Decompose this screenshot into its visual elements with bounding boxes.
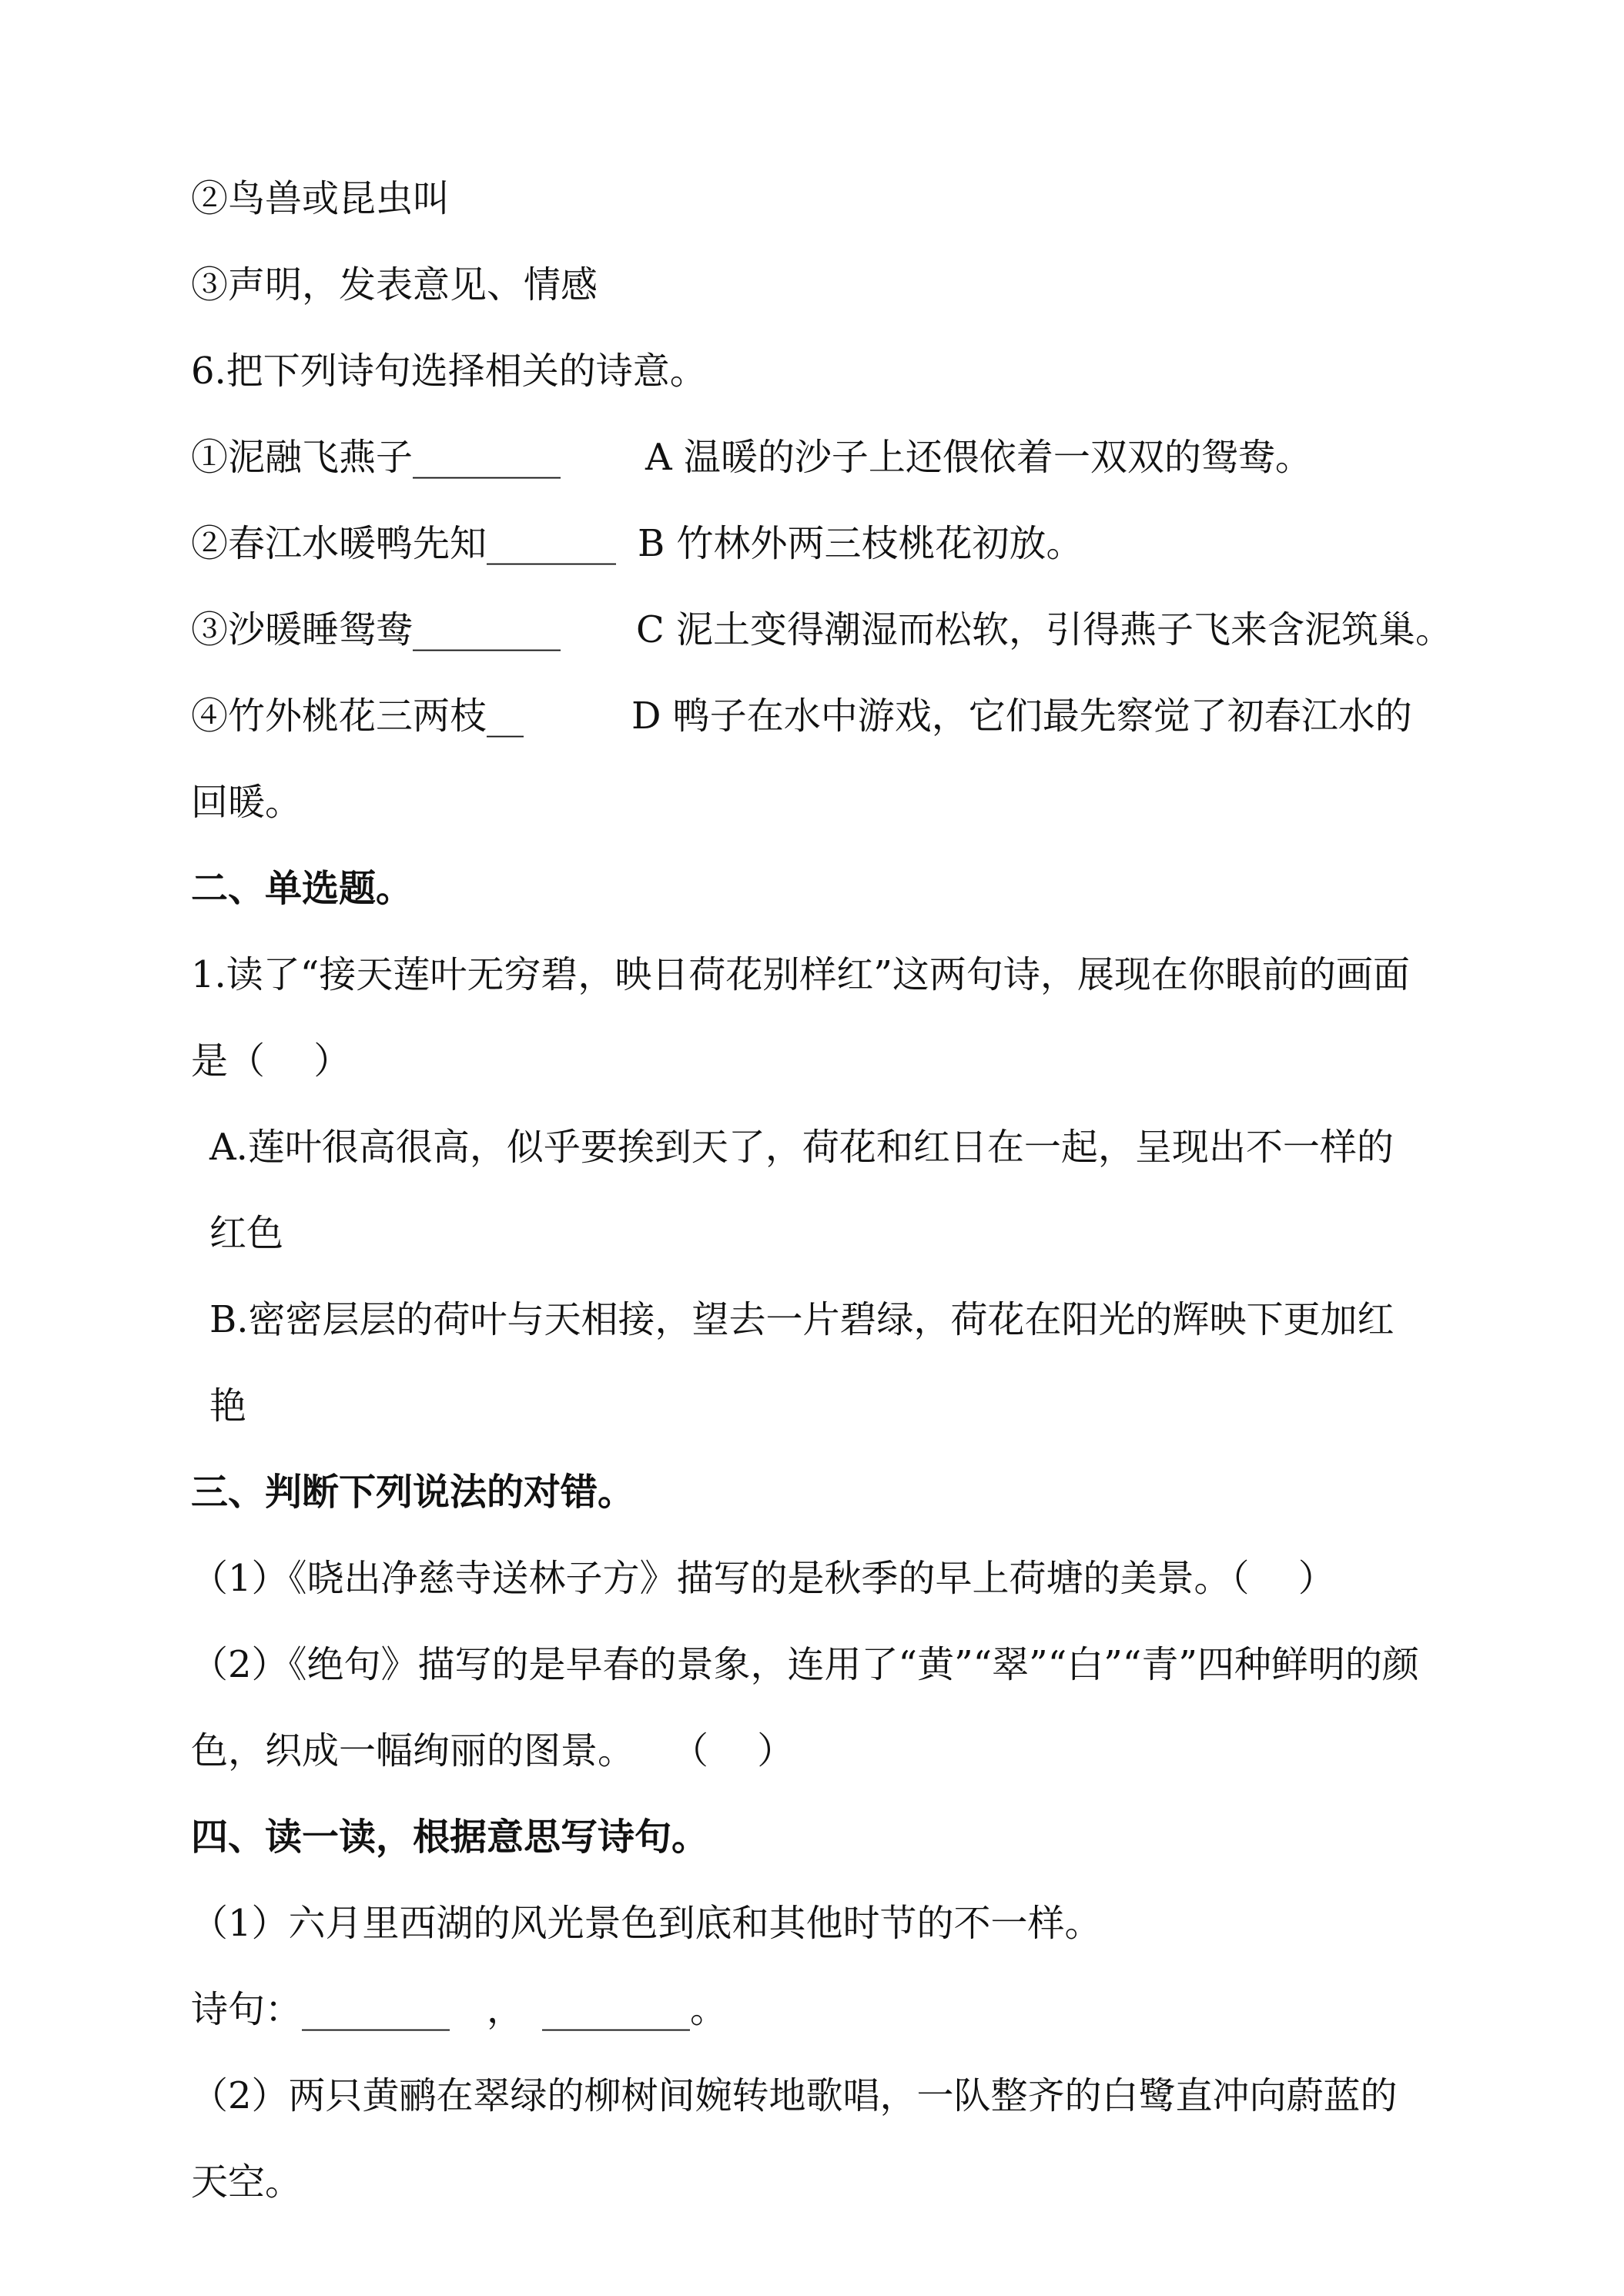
sec3-item-2-line-2: 色，织成一幅绚丽的图景。 （ ）: [191, 1729, 795, 1772]
section-2-title: 二、单选题。: [191, 867, 414, 910]
sec4-item-1: （1）六月里西湖的风光景色到底和其他时节的不一样。: [191, 1902, 1102, 1945]
section-4-title: 四、读一读，根据意思写诗句。: [191, 1816, 709, 1859]
q6-row-1-right: A 温暖的沙子上还偎依着一双双的鸳鸯。: [645, 436, 1312, 479]
q6-row-3-left: ③沙暖睡鸳鸯________: [191, 608, 561, 651]
sec2-option-a-line-2: 红色: [209, 1212, 284, 1255]
sec2-option-b-line-2: 艳: [209, 1384, 247, 1427]
sec2-option-a-line-1: A.莲叶很高很高，似乎要挨到天了，荷花和红日在一起，呈现出不一样的: [209, 1126, 1394, 1169]
sec3-item-1: （1）《晓出净慈寺送林子方》描写的是秋季的早上荷塘的美景。（ ）: [191, 1557, 1335, 1600]
q6-row-1-left: ①泥融飞燕子________: [191, 436, 561, 479]
sec4-answer-line: 诗句：________ ， ________。: [191, 1988, 728, 2031]
sec4-item-2-line-1: （2）两只黄鹂在翠绿的柳树间婉转地歌唱，一队整齐的白鹭直冲向蔚蓝的: [191, 2074, 1398, 2117]
q6-row-4: [191, 693, 1446, 739]
q5-option-3: ③声明，发表意见、情感: [191, 263, 598, 306]
q6-row-4-continuation: 回暖。: [191, 781, 303, 824]
q6-title: 6.把下列诗句选择相关的诗意。: [191, 350, 707, 393]
q5-option-2: ②鸟兽或昆虫叫: [191, 177, 450, 220]
sec3-item-2-line-1: （2）《绝句》描写的是早春的景象，连用了“黄”“翠”“白”“青”四种鲜明的颜: [191, 1643, 1419, 1686]
q6-row-3-right: C 泥土变得潮湿而松软，引得燕子飞来含泥筑巢。: [636, 608, 1452, 651]
sec2-q1-line-1: 1.读了“接天莲叶无穷碧，映日荷花别样红”这两句诗，展现在你眼前的画面: [191, 953, 1410, 996]
q6-row-2-right: B 竹林外两三枝桃花初放。: [638, 522, 1083, 565]
sec2-option-b-line-1: B.密密层层的荷叶与天相接，望去一片碧绿，荷花在阳光的辉映下更加红: [209, 1298, 1395, 1341]
section-3-title: 三、判断下列说法的对错。: [191, 1471, 635, 1514]
q6-row-2: [191, 520, 1446, 567]
sec2-q1-line-2: 是（ ）: [191, 1039, 351, 1083]
q6-row-4-left: ④竹外桃花三两枝__: [191, 694, 524, 738]
q6-row-2-left: ②春江水暖鸭先知_______: [191, 522, 617, 565]
q6-row-1: [191, 434, 1446, 480]
q6-row-4-right: D 鸭子在水中游戏，它们最先察觉了初春江水的: [631, 694, 1412, 738]
sec4-item-2-line-2: 天空。: [191, 2160, 303, 2204]
q6-row-3: [191, 607, 1452, 653]
